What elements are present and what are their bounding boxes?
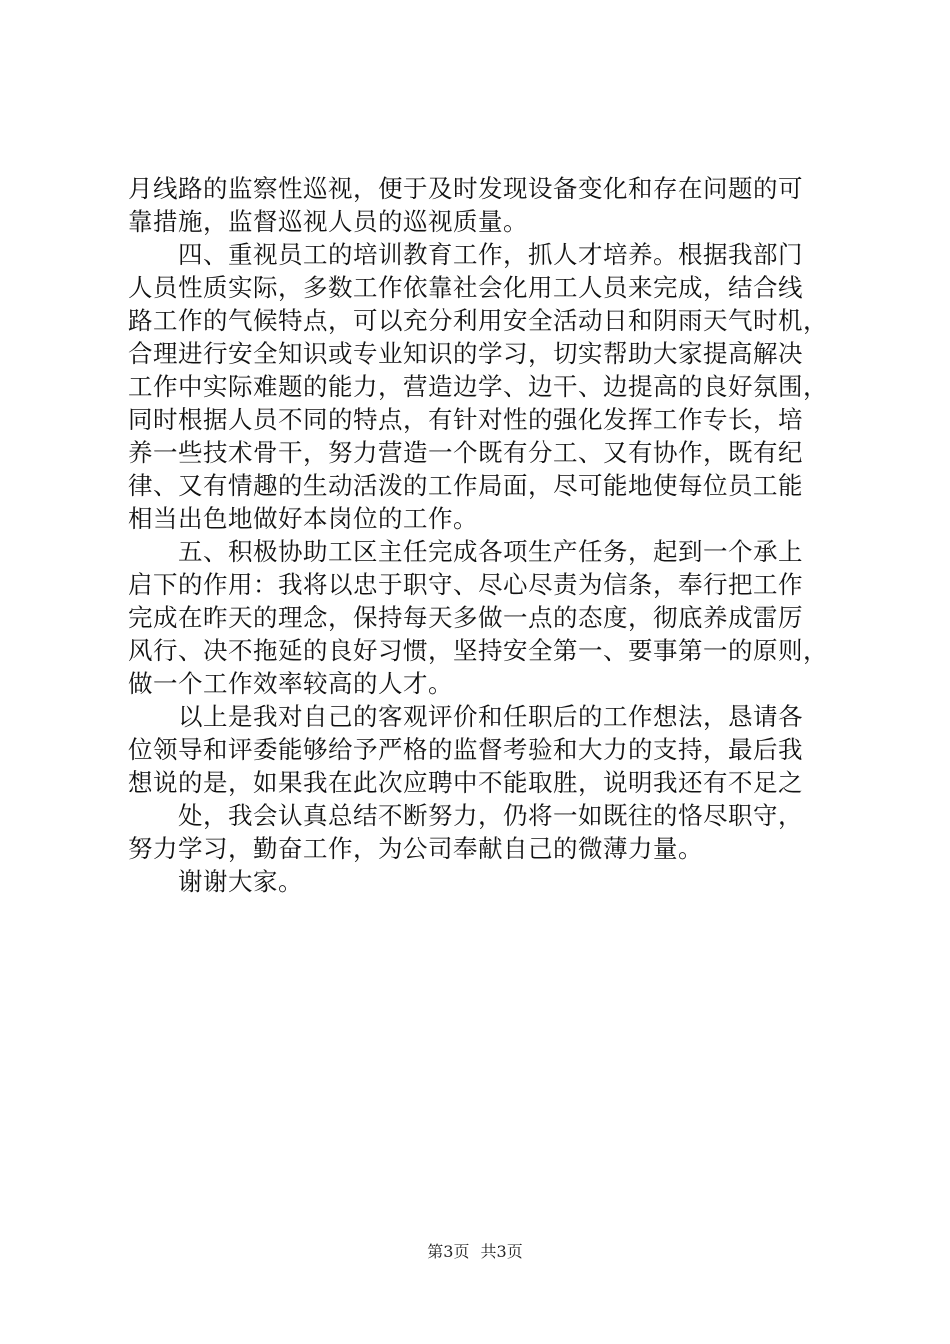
text-line: 路工作的气候特点，可以充分利用安全活动日和阴雨天气时机，: [128, 306, 828, 335]
paragraph-start-line: 处，我会认真总结不断努力，仍将一如既往的恪尽职守，: [178, 801, 803, 830]
text-line: 风行、决不拖延的良好习惯，坚持安全第一、要事第一的原则，: [128, 636, 828, 665]
page-total: 共3页: [480, 1242, 523, 1261]
text-line: 相当出色地做好本岗位的工作。: [128, 504, 478, 533]
page-number: 第3页: [427, 1242, 470, 1261]
text-line: 做一个工作效率较高的人才。: [128, 669, 453, 698]
page-footer: [0, 1242, 950, 1262]
text-line: 靠措施，监督巡视人员的巡视质量。: [128, 207, 528, 236]
text-line: 努力学习，勤奋工作，为公司奉献自己的微薄力量。: [128, 834, 703, 863]
text-line: 养一些技术骨干，努力营造一个既有分工、又有协作，既有纪: [128, 438, 803, 467]
paragraph-start-line: 以上是我对自己的客观评价和任职后的工作想法，恳请各: [178, 702, 803, 731]
paragraph-start-line: 四、重视员工的培训教育工作，抓人才培养。根据我部门: [178, 240, 803, 269]
text-line: 工作中实际难题的能力，营造边学、边干、边提高的良好氛围，: [128, 372, 828, 401]
paragraph-start-line: 五、积极协助工区主任完成各项生产任务，起到一个承上: [178, 537, 803, 566]
text-line: 完成在昨天的理念，保持每天多做一点的态度，彻底养成雷厉: [128, 603, 803, 632]
document-body: [128, 172, 828, 898]
text-line: 律、又有情趣的生动活泼的工作局面，尽可能地使每位员工能: [128, 471, 803, 500]
text-line: 合理进行安全知识或专业知识的学习，切实帮助大家提高解决: [128, 339, 803, 368]
text-line: 同时根据人员不同的特点，有针对性的强化发挥工作专长，培: [128, 405, 803, 434]
text-line: 启下的作用：我将以忠于职守、尽心尽责为信条，奉行把工作: [128, 570, 803, 599]
text-line: 人员性质实际，多数工作依靠社会化用工人员来完成，结合线: [128, 273, 803, 302]
text-line: 月线路的监察性巡视，便于及时发现设备变化和存在问题的可: [128, 174, 803, 203]
closing-line: 谢谢大家。: [178, 867, 303, 896]
text-line: 想说的是，如果我在此次应聘中不能取胜，说明我还有不足之: [128, 768, 803, 797]
text-line: 位领导和评委能够给予严格的监督考验和大力的支持，最后我: [128, 735, 803, 764]
